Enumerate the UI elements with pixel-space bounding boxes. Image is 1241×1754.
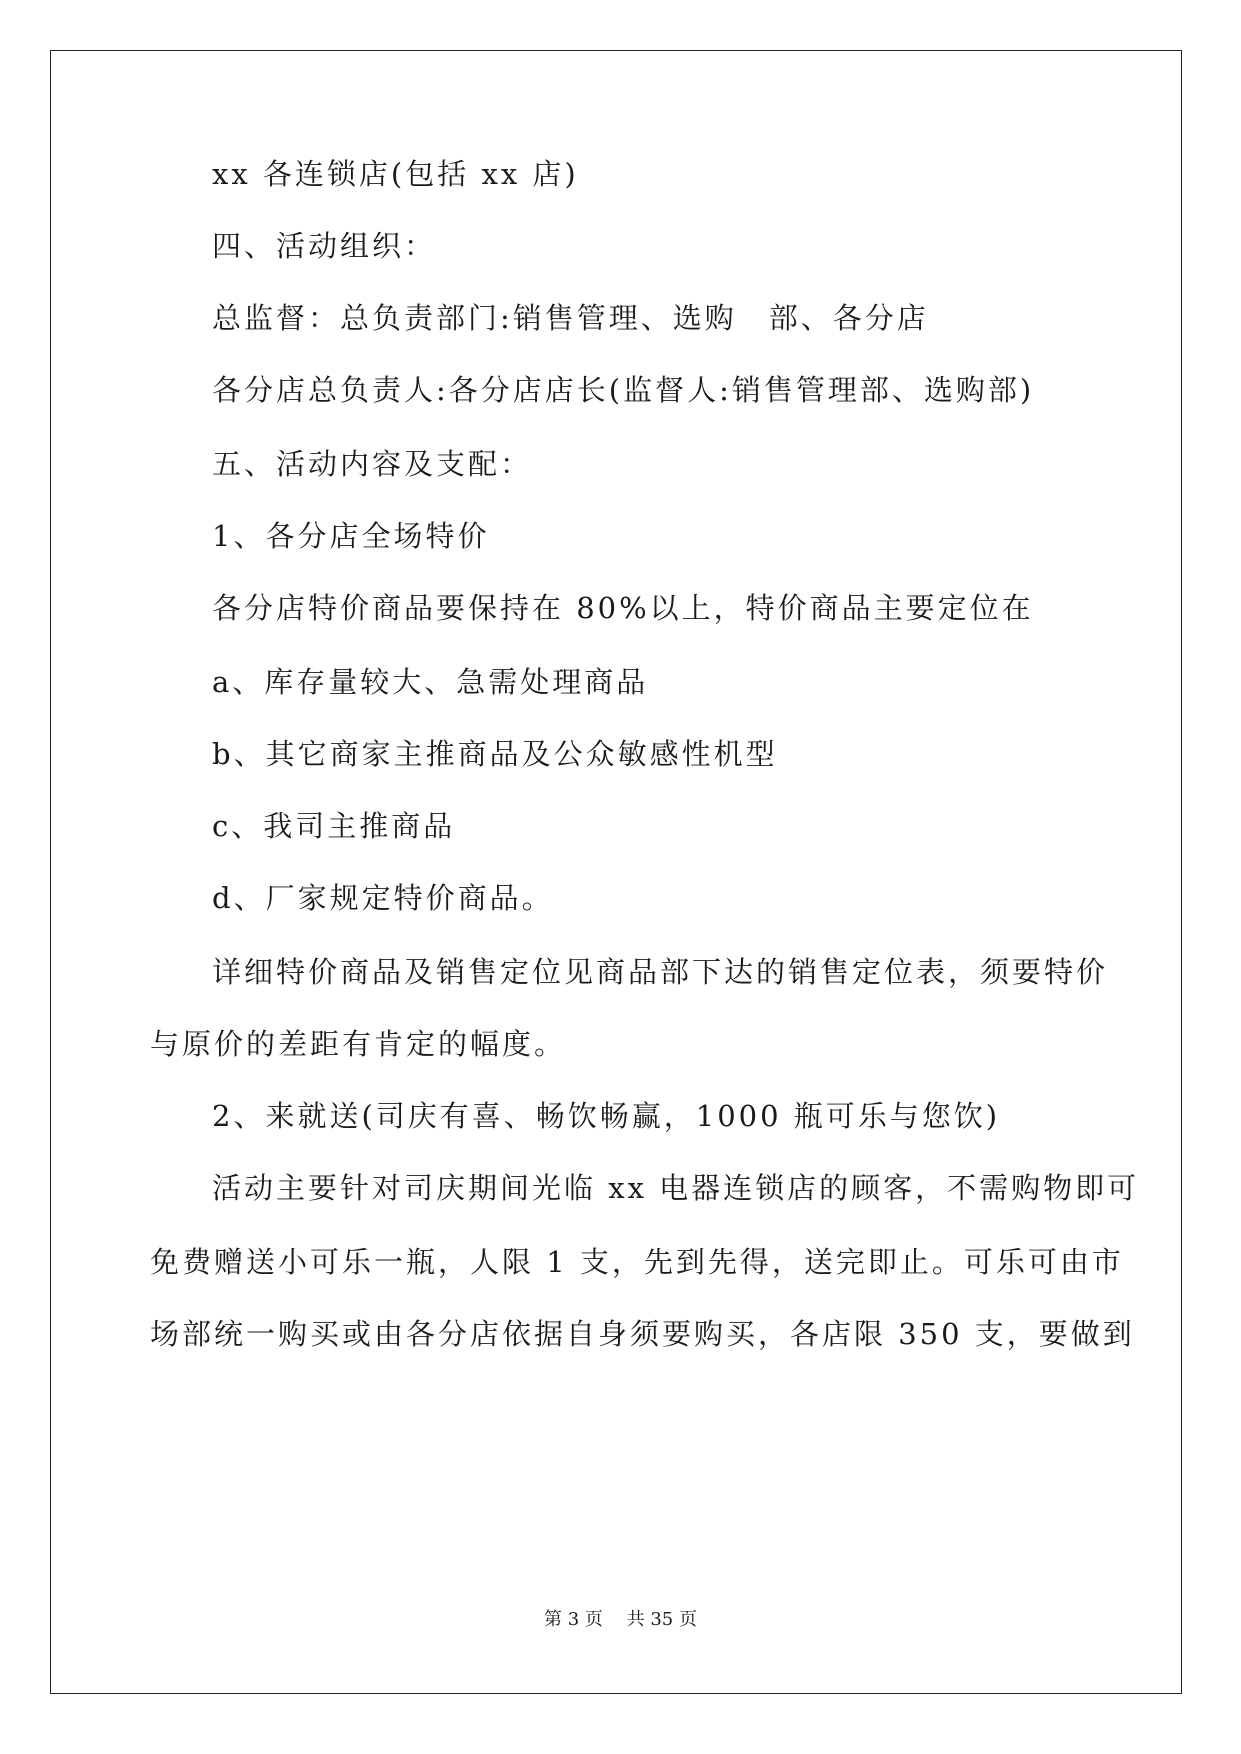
text-line-detail-2: 与原价的差距有肯定的幅度。 xyxy=(150,1027,567,1061)
text-line-activity-2: 免费赠送小可乐一瓶，人限 1 支，先到先得，送完即止。可乐可由市 xyxy=(150,1245,1124,1279)
text-line-activity-1: 活动主要针对司庆期间光临 xx 电器连锁店的顾客，不需购物即可 xyxy=(212,1171,1140,1205)
text-line-special-price-ratio: 各分店特价商品要保持在 80%以上，特价商品主要定位在 xyxy=(212,591,1034,625)
text-line-detail-1: 详细特价商品及销售定位见商品部下达的销售定位表，须要特价 xyxy=(212,955,1109,989)
text-line-chain-stores: xx 各连锁店(包括 xx 店) xyxy=(212,157,579,191)
text-line-item-d: d、厂家规定特价商品。 xyxy=(212,881,554,915)
text-line-item-2: 2、来就送(司庆有喜、畅饮畅赢，1000 瓶可乐与您饮) xyxy=(212,1099,1001,1133)
text-line-activity-3: 场部统一购买或由各分店依据自身须要购买，各店限 350 支，要做到 xyxy=(150,1317,1135,1351)
text-line-item-c: c、我司主推商品 xyxy=(212,809,456,843)
text-line-item-1: 1、各分店全场特价 xyxy=(212,519,490,553)
heading-activity-organization: 四、活动组织： xyxy=(212,229,437,263)
text-line-branch-manager: 各分店总负责人:各分店店长(监督人:销售管理部、选购部) xyxy=(212,373,1035,407)
text-line-item-b: b、其它商家主推商品及公众敏感性机型 xyxy=(212,737,778,771)
page-number-footer: 第 3 页 共 35 页 xyxy=(544,1609,697,1630)
text-line-item-a: a、库存量较大、急需处理商品 xyxy=(212,665,649,699)
text-line-chief-supervisor: 总监督：总负责部门:销售管理、选购 部、各分店 xyxy=(212,301,929,335)
page-border xyxy=(50,50,1182,1694)
heading-activity-content: 五、活动内容及支配： xyxy=(212,447,533,481)
